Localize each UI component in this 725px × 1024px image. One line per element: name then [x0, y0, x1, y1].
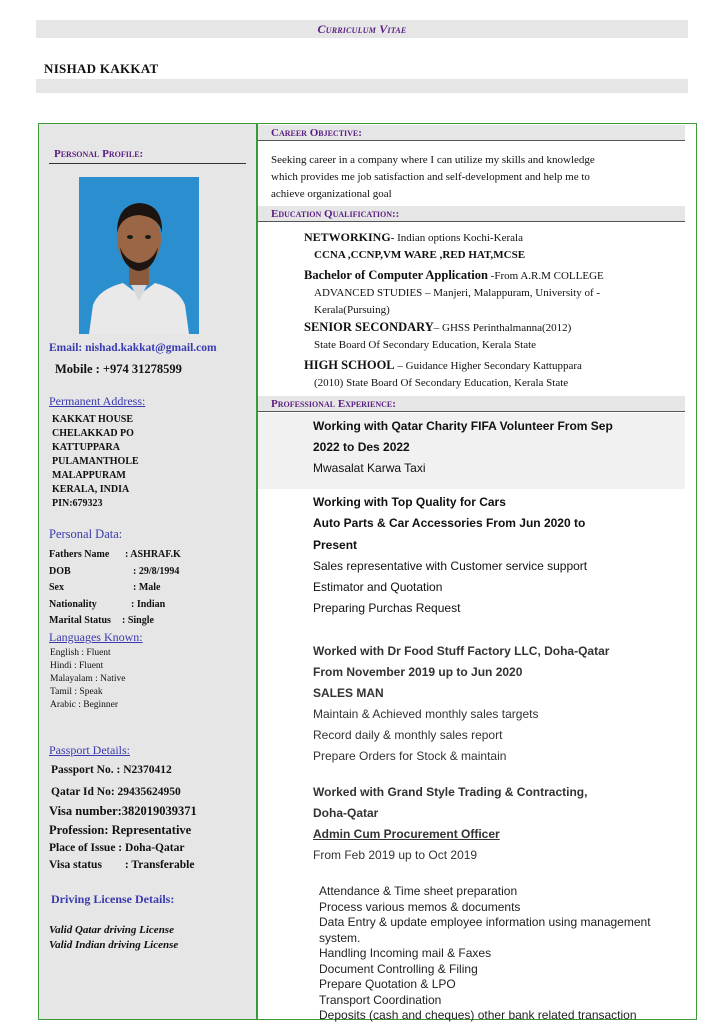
address-line: PULAMANTHOLE — [52, 456, 139, 467]
driving-license-list — [49, 923, 178, 953]
experience-title: Working with Qatar Charity FIFA Volunteer From Sep — [313, 419, 613, 433]
title-bar — [36, 20, 688, 38]
language-item: Hindi : Fluent — [50, 661, 104, 671]
duty-item: Transport Coordination — [319, 992, 442, 1007]
experience-detail: Mwasalat Karwa Taxi — [313, 461, 426, 475]
career-objective-header — [258, 125, 685, 141]
experience-item-1 — [313, 416, 613, 479]
personal-data-row: Nationality : Indian — [49, 598, 166, 610]
duty-item: Document Controlling & Filing — [319, 961, 478, 976]
objective-text — [271, 152, 595, 203]
address-line: KAKKAT HOUSE — [52, 414, 134, 425]
objective-line: which provides me job satisfaction and self-development and help me to — [271, 171, 590, 183]
languages-heading: Languages Known: — [49, 630, 143, 644]
address-block — [52, 413, 139, 511]
experience-role: SALES MAN — [313, 686, 384, 700]
experience-item-3 — [313, 641, 609, 767]
experience-title: Working with Top Quality for Cars — [313, 495, 506, 509]
address-line: KERALA, INDIA — [52, 484, 130, 495]
duty-item: Prepare Quotation & LPO — [319, 977, 456, 991]
email-link[interactable]: Email: nishad.kakkat@gmail.com — [49, 342, 217, 354]
education-line: State Board Of Secondary Education, Kerala State — [314, 339, 537, 351]
profile-underline — [49, 163, 246, 164]
license-item: Valid Qatar driving License — [49, 924, 174, 936]
experience-role: Admin Cum Procurement Officer — [313, 827, 500, 841]
experience-location: Doha-Qatar — [313, 806, 379, 820]
experience-detail: Estimator and Quotation — [313, 580, 443, 595]
profile-photo — [79, 177, 199, 334]
duty-item: Deposits (cash and cheques) other bank related transaction — [319, 1008, 637, 1022]
license-item: Valid Indian driving License — [49, 939, 179, 951]
education-list — [304, 229, 604, 392]
education-line: SENIOR SECONDARY– GHSS Perinthalmanna(2012) — [304, 320, 572, 334]
experience-header — [258, 396, 685, 412]
experience-title: Worked with Grand Style Trading & Contracting, — [313, 785, 588, 799]
personal-profile-heading: Personal Profile: — [54, 148, 144, 160]
address-line: KATTUPPARA — [52, 442, 120, 453]
experience-item-4 — [313, 782, 587, 866]
objective-line: achieve organizational goal — [271, 188, 392, 200]
languages-list — [50, 647, 125, 712]
visa-status: Visa status : Transferable — [49, 859, 195, 871]
education-line: (2010) State Board Of Secondary Education, Kerala State — [314, 377, 569, 389]
person-photo-icon — [79, 177, 199, 334]
education-line: NETWORKING- Indian options Kochi-Kerala — [304, 230, 523, 244]
profession: Profession: Representative — [49, 823, 192, 837]
personal-data-heading: Personal Data: — [49, 527, 123, 541]
experience-detail: Preparing Purchas Request — [313, 601, 461, 616]
name-bar — [36, 79, 688, 93]
mobile-number: Mobile : +974 31278599 — [55, 362, 182, 376]
education-line: ADVANCED STUDIES – Manjeri, Malappuram, University of - — [314, 287, 601, 299]
education-heading: Education Qualification:: — [271, 208, 400, 220]
personal-data-list — [49, 547, 181, 630]
experience-period: From November 2019 up to Jun 2020 — [313, 665, 523, 679]
personal-data-row: DOB : 29/8/1994 — [49, 565, 180, 577]
driving-license-heading: Driving License Details: — [51, 892, 175, 906]
education-line: Bachelor of Computer Application -From A.R.M COLLEGE — [304, 268, 604, 282]
experience-detail: Record daily & monthly sales report — [313, 728, 503, 742]
education-header — [258, 206, 685, 222]
education-line: Kerala(Pursuing) — [314, 304, 390, 316]
experience-period: Present — [313, 537, 358, 552]
experience-item-2 — [313, 492, 587, 620]
career-objective-heading: Career Objective: — [271, 127, 362, 139]
visa-number: Visa number:382019039371 — [49, 804, 197, 818]
column-divider — [256, 124, 258, 1019]
page-title: Curriculum Vitae — [317, 22, 407, 36]
candidate-name: NISHAD KAKKAT — [44, 61, 159, 76]
duty-item: Attendance & Time sheet preparation — [319, 884, 518, 898]
experience-detail: Maintain & Achieved monthly sales targets — [313, 707, 539, 721]
place-of-issue: Place of Issue : Doha-Qatar — [49, 842, 185, 854]
experience-period: From Feb 2019 up to Oct 2019 — [313, 848, 478, 862]
experience-heading: Professional Experience: — [271, 398, 396, 410]
language-item: English : Fluent — [50, 648, 111, 658]
duty-item: Data Entry & update employee information using management — [319, 915, 651, 929]
duty-item: system. — [319, 930, 361, 945]
experience-title: Worked with Dr Food Stuff Factory LLC, Doha-Qatar — [313, 644, 610, 658]
education-line: CCNA ,CCNP,VM WARE ,RED HAT,MCSE — [314, 249, 526, 261]
personal-data-row: Sex : Male — [49, 582, 161, 593]
experience-detail: Sales representative with Customer service support — [313, 558, 588, 573]
address-line: PIN:679323 — [52, 498, 103, 509]
duty-item: Handling Incoming mail & Faxes — [319, 946, 492, 960]
address-line: MALAPPURAM — [52, 470, 126, 481]
experience-title: Auto Parts & Car Accessories From Jun 2020 to — [313, 516, 586, 531]
education-line: HIGH SCHOOL – Guidance Higher Secondary Kattuppara — [304, 358, 582, 372]
language-item: Arabic : Beginner — [50, 700, 119, 710]
language-item: Tamil : Speak — [50, 687, 103, 697]
address-line: CHELAKKAD PO — [52, 428, 134, 439]
personal-data-row: Fathers Name : ASHRAF.K — [49, 549, 181, 560]
duty-item: Process various memos & documents — [319, 899, 521, 914]
experience-period: 2022 to Des 2022 — [313, 440, 410, 454]
experience-detail: Prepare Orders for Stock & maintain — [313, 749, 507, 763]
duties-list — [319, 884, 651, 1024]
passport-heading: Passport Details: — [49, 743, 130, 757]
personal-data-row: Marital Status : Single — [49, 615, 154, 626]
permanent-address-heading: Permanent Address: — [49, 394, 146, 408]
qatar-id: Qatar Id No: 29435624950 — [51, 786, 181, 798]
passport-number: Passport No. : N2370412 — [51, 764, 172, 776]
objective-line: Seeking career in a company where I can utilize my skills and knowledge — [271, 154, 595, 166]
language-item: Malayalam : Native — [50, 674, 126, 684]
